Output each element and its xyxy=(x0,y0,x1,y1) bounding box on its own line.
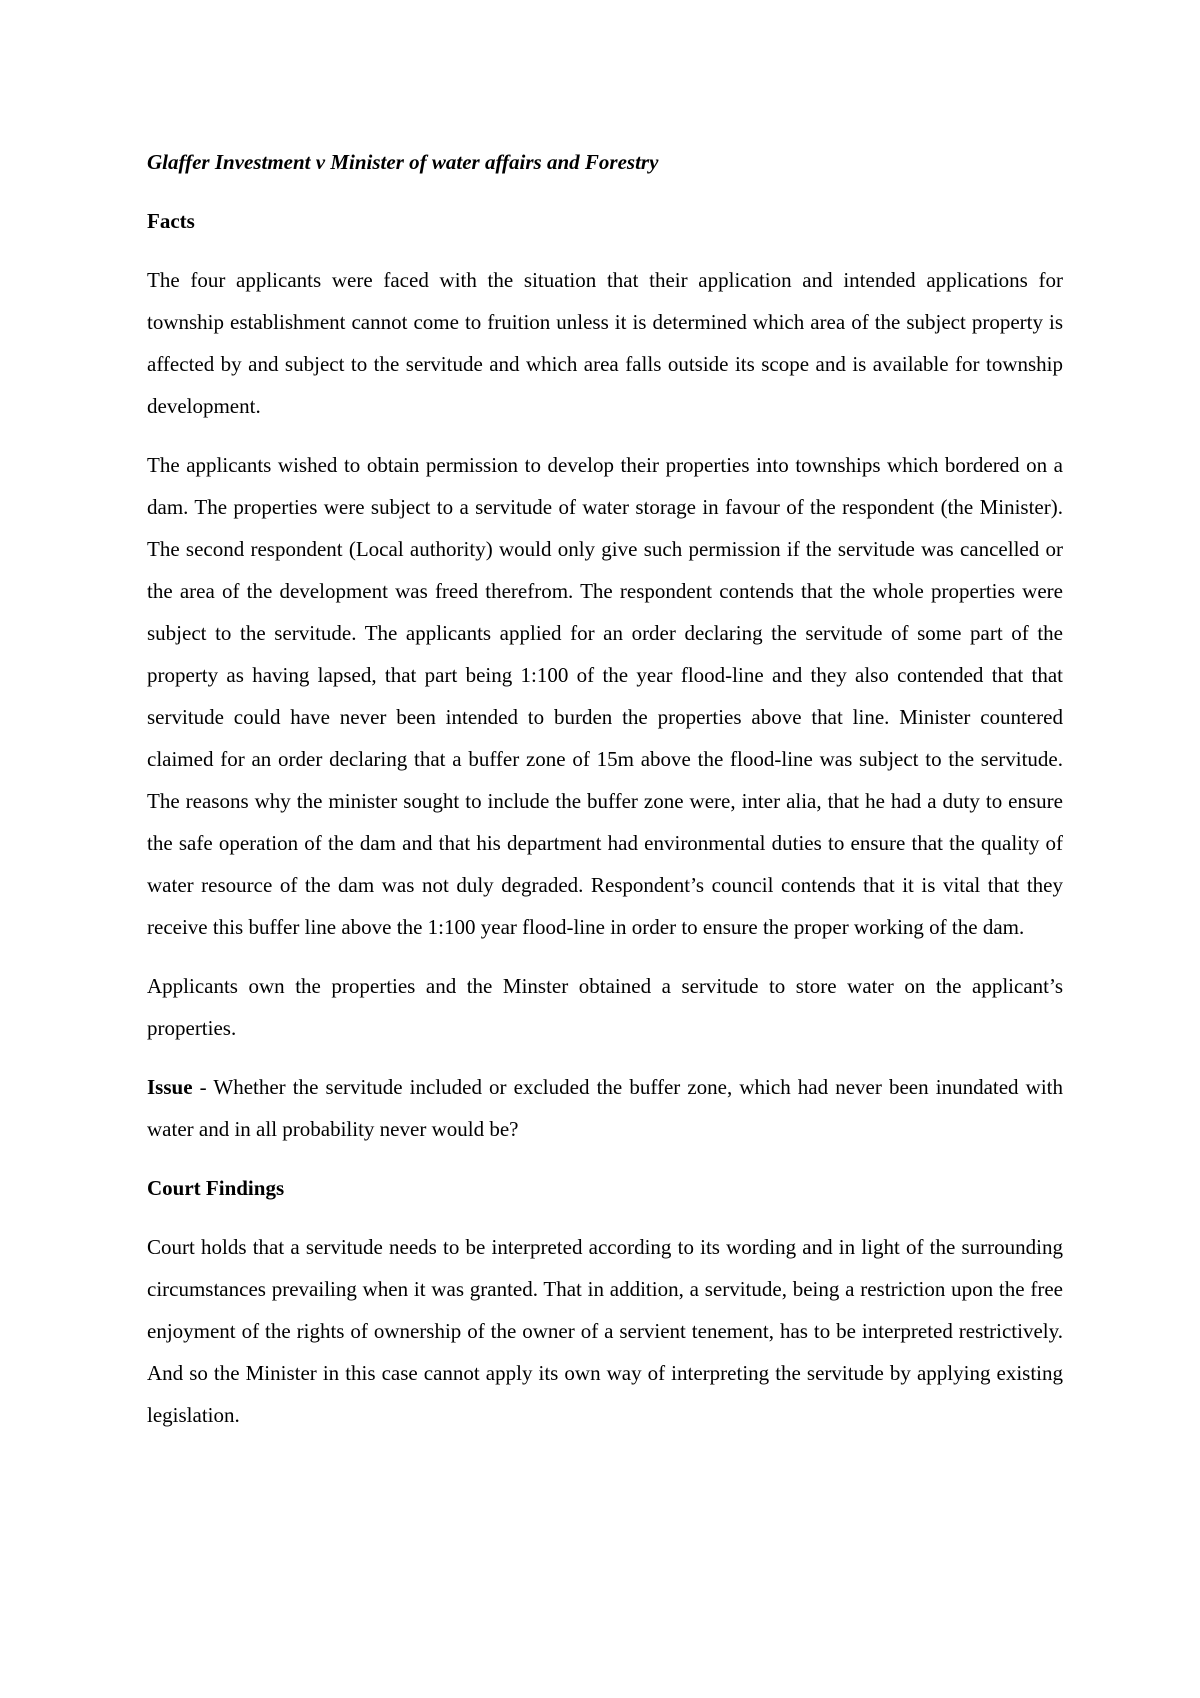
facts-paragraph-1: The four applicants were faced with the situation that their application and intended applications for township establishment cannot come to fruition unless it is determined which area of the subject property is affected by and subject to the servitude and which area falls outside its scope and is available for township development. xyxy=(147,268,1063,418)
findings-paragraph-1: Court holds that a servitude needs to be interpreted according to its wording and in light of the surrounding circumstances prevailing when it was granted. That in addition, a servitude, being a restriction upon the free enjoyment of the rights of ownership of the owner of a servient tenement, has to be interpreted restrictively. And so the Minister in this case cannot apply its own way of interpreting the servitude by applying existing legislation. xyxy=(147,1235,1063,1427)
case-title: Glaffer Investment v Minister of water affairs and Forestry xyxy=(147,150,659,174)
issue-label: Issue xyxy=(147,1075,193,1099)
facts-heading: Facts xyxy=(147,209,195,233)
document-body xyxy=(147,141,1063,1453)
facts-paragraph-3: Applicants own the properties and the Minster obtained a servitude to store water on the applicant’s properties. xyxy=(147,974,1063,1040)
facts-paragraph-2: The applicants wished to obtain permission to develop their properties into townships which bordered on a dam. The properties were subject to a servitude of water storage in favour of the respondent (the Minister). The second respondent (Local authority) would only give such permission if the servitude was cancelled or the area of the development was freed therefrom. The respondent contends that the whole properties were subject to the servitude. The applicants applied for an order declaring the servitude of some part of the property as having lapsed, that part being 1:100 of the year flood-line and they also contended that that servitude could have never been intended to burden the properties above that line. Minister countered claimed for an order declaring that a buffer zone of 15m above the flood-line was subject to the servitude. The reasons why the minister sought to include the buffer zone were, inter alia, that he had a duty to ensure the safe operation of the dam and that his department had environmental duties to ensure that the quality of water resource of the dam was not duly degraded. Respondent’s council contends that it is vital that they receive this buffer line above the 1:100 year flood-line in order to ensure the proper working of the dam. xyxy=(147,453,1063,939)
findings-heading: Court Findings xyxy=(147,1176,285,1200)
issue-text: - Whether the servitude included or excluded the buffer zone, which had never been inundated with water and in all probability never would be? xyxy=(147,1075,1063,1141)
issue-paragraph xyxy=(147,1066,1063,1150)
